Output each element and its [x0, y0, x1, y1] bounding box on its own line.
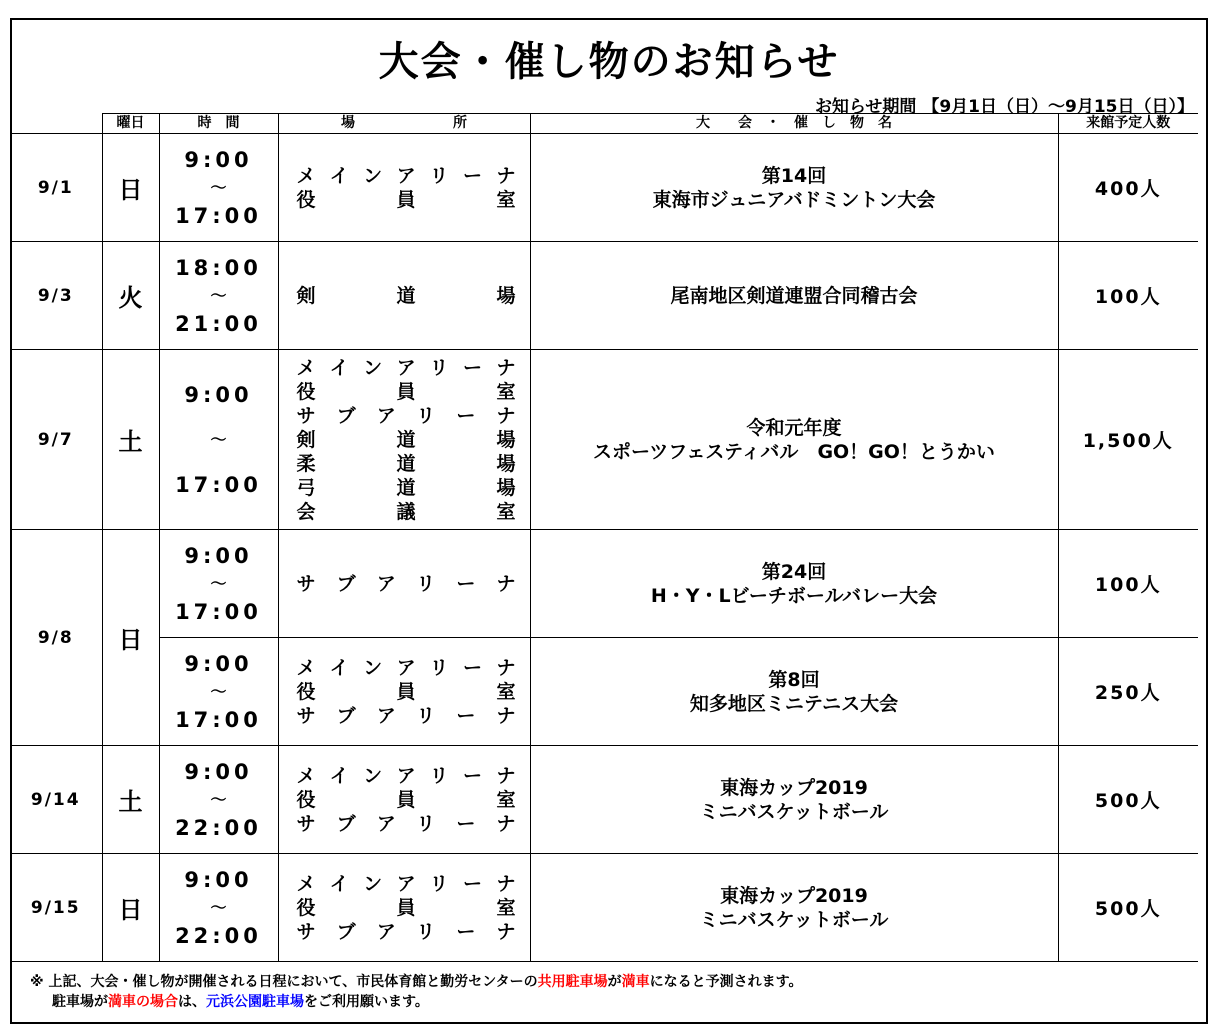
start-time: 18:00	[175, 255, 262, 280]
count-cell: 250人	[1058, 638, 1198, 746]
end-time: 17:00	[175, 707, 262, 732]
time-cell	[159, 350, 278, 530]
date-cell: 9/3	[10, 242, 102, 350]
day-cell: 日	[102, 530, 159, 746]
event-line: 東海市ジュニアバドミントン大会	[652, 188, 936, 211]
place-name: 弓道場	[296, 476, 516, 499]
note-text: ※ 上記、大会・催し物が開催される日程において、市民体育館と勤労センターの	[30, 974, 538, 990]
date-cell: 9/14	[10, 746, 102, 854]
place-name: メインアリーナ	[296, 764, 516, 787]
event-line: ミニバスケットボール	[699, 800, 889, 823]
note-text: が	[607, 974, 622, 990]
event-cell	[530, 242, 1058, 350]
day-cell: 土	[102, 746, 159, 854]
page-title: 大会・催し物のお知らせ	[378, 39, 840, 85]
event-line: 令和元年度	[746, 416, 842, 439]
event-cell	[530, 350, 1058, 530]
start-time: 9:00	[184, 867, 253, 892]
place-cell	[278, 530, 530, 638]
event-line: 東海カップ2019	[720, 884, 868, 907]
table-row	[10, 242, 1198, 350]
header-time: 時 間	[159, 114, 278, 134]
time-cell	[159, 530, 278, 638]
event-cell	[530, 746, 1058, 854]
event-line: 尾南地区剣道連盟合同稽古会	[670, 284, 918, 307]
event-cell	[530, 530, 1058, 638]
header-day: 曜日	[102, 114, 159, 134]
table-row	[10, 530, 1198, 638]
start-time: 9:00	[184, 147, 253, 172]
day-cell: 火	[102, 242, 159, 350]
header-count: 来館予定人数	[1058, 114, 1198, 134]
note-line-1	[30, 972, 803, 992]
date-cell: 9/15	[10, 854, 102, 962]
day-cell: 日	[102, 134, 159, 242]
time-separator: ～	[210, 285, 227, 305]
end-time: 17:00	[175, 599, 262, 624]
time-separator: ～	[210, 573, 227, 593]
table-row	[10, 854, 1198, 962]
place-name: 役員室	[296, 380, 516, 403]
event-line: 東海カップ2019	[720, 776, 868, 799]
table-row	[10, 746, 1198, 854]
time-cell	[159, 638, 278, 746]
time-cell	[159, 242, 278, 350]
header-place: 場 所	[278, 114, 530, 134]
place-cell	[278, 350, 530, 530]
day-cell: 土	[102, 350, 159, 530]
note-text: は、	[178, 994, 206, 1010]
event-cell	[530, 638, 1058, 746]
table-row	[10, 350, 1198, 530]
time-separator: ～	[210, 177, 227, 197]
place-name: 役員室	[296, 788, 516, 811]
place-name: 役員室	[296, 896, 516, 919]
event-line: 知多地区ミニテニス大会	[689, 692, 899, 715]
place-name: 役員室	[296, 680, 516, 703]
place-name: サブアリーナ	[296, 704, 516, 727]
date-cell: 9/7	[10, 350, 102, 530]
table-row	[10, 134, 1198, 242]
end-time: 22:00	[175, 815, 262, 840]
count-cell: 1,500人	[1058, 350, 1198, 530]
event-line: ミニバスケットボール	[699, 908, 889, 931]
notice-period: お知らせ期間 【9月1日（日）～9月15日（日）】	[814, 97, 1194, 117]
note-highlight: 満車の場合	[108, 994, 178, 1010]
end-time: 21:00	[175, 311, 262, 336]
place-cell	[278, 746, 530, 854]
count-cell: 500人	[1058, 746, 1198, 854]
event-cell	[530, 854, 1058, 962]
event-line: スポーツフェスティバル GO！GO！とうかい	[593, 440, 995, 463]
time-separator: ～	[210, 789, 227, 809]
count-cell: 500人	[1058, 854, 1198, 962]
time-separator: ～	[210, 897, 227, 917]
event-cell	[530, 134, 1058, 242]
event-line: 第24回	[761, 560, 827, 583]
event-line: 第8回	[768, 668, 820, 691]
note-text: 駐車場が	[52, 994, 108, 1010]
place-name: サブアリーナ	[296, 920, 516, 943]
place-name: 会議室	[296, 500, 516, 523]
start-time: 9:00	[184, 543, 253, 568]
place-name: メインアリーナ	[296, 872, 516, 895]
time-cell	[159, 134, 278, 242]
note-highlight: 満車	[621, 974, 650, 990]
time-cell	[159, 854, 278, 962]
count-cell: 100人	[1058, 242, 1198, 350]
event-line: H・Y・Lビーチボールバレー大会	[650, 584, 938, 607]
header-date	[10, 114, 102, 134]
place-name: サブアリーナ	[296, 812, 516, 835]
day-cell: 日	[102, 854, 159, 962]
place-name: 剣道場	[296, 284, 516, 307]
start-time: 9:00	[184, 759, 253, 784]
place-cell	[278, 242, 530, 350]
place-name: メインアリーナ	[296, 164, 516, 187]
start-time: 9:00	[184, 382, 253, 407]
end-time: 22:00	[175, 923, 262, 948]
start-time: 9:00	[184, 651, 253, 676]
date-cell: 9/8	[10, 530, 102, 746]
parking-note	[30, 972, 803, 1012]
place-name: メインアリーナ	[296, 356, 516, 379]
note-text: をご利用願います。	[304, 994, 429, 1010]
place-cell	[278, 854, 530, 962]
place-name: サブアリーナ	[296, 572, 516, 595]
event-line: 第14回	[761, 164, 827, 187]
time-cell	[159, 746, 278, 854]
end-time: 17:00	[175, 472, 262, 497]
end-time: 17:00	[175, 203, 262, 228]
event-table	[10, 113, 1198, 962]
table-row	[10, 638, 1198, 746]
count-cell: 100人	[1058, 530, 1198, 638]
note-parking-name: 元浜公園駐車場	[206, 994, 304, 1010]
table-header-row	[10, 114, 1198, 134]
place-name: 剣道場	[296, 428, 516, 451]
time-separator: ～	[210, 681, 227, 701]
place-cell	[278, 638, 530, 746]
time-separator: ～	[210, 429, 227, 449]
note-highlight: 共用駐車場	[537, 974, 608, 990]
count-cell: 400人	[1058, 134, 1198, 242]
note-line-2	[30, 992, 803, 1012]
place-name: メインアリーナ	[296, 656, 516, 679]
place-cell	[278, 134, 530, 242]
header-event: 大 会 ・ 催 し 物 名	[530, 114, 1058, 134]
note-text: になると予測されます。	[649, 974, 803, 990]
place-name: 役員室	[296, 188, 516, 211]
place-name: 柔道場	[296, 452, 516, 475]
place-name: サブアリーナ	[296, 404, 516, 427]
date-cell: 9/1	[10, 134, 102, 242]
